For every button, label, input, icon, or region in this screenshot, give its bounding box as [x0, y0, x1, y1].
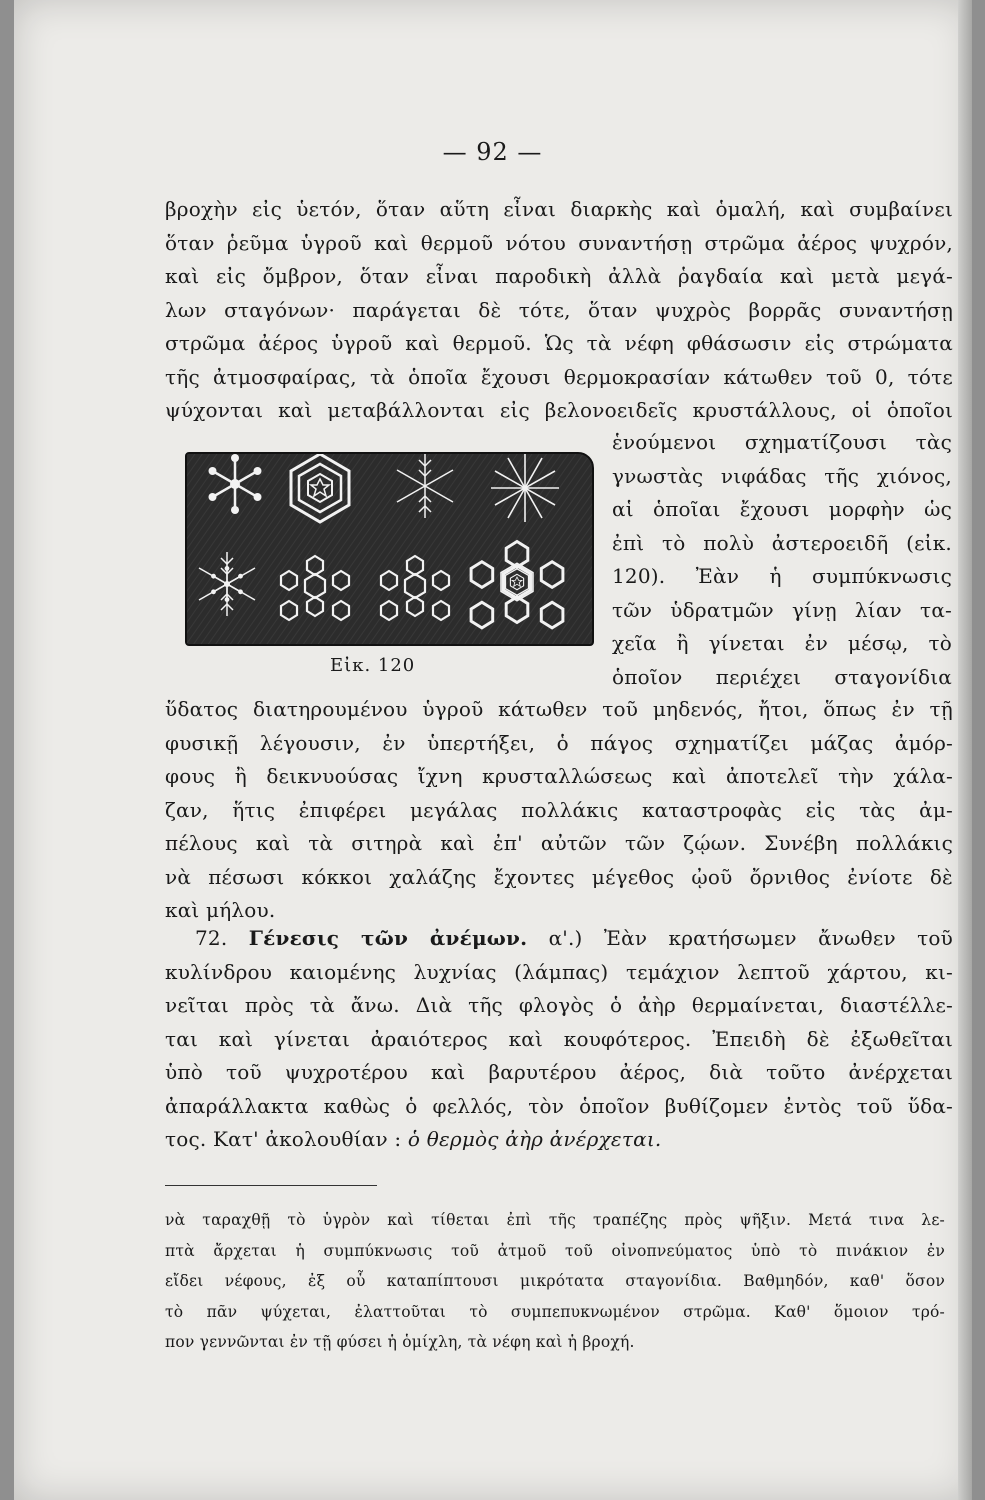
- figure-caption: Εἰκ. 120: [330, 655, 416, 676]
- page-number: — 92 —: [442, 138, 543, 166]
- footnote-line: εἴδει νέφους, ἐξ οὗ καταπίπτουσι μικρότατα σταγονίδια. Βαθμηδόν, καθ' ὅσον: [165, 1272, 945, 1291]
- text-line: νὰ πέσωσι κόκκοι χαλάζης ἔχοντες μέγεθος ᾠοῦ ὄρνιθος ἐνίοτε δὲ: [165, 864, 953, 889]
- text-line: φους ἢ δεικνυούσας ἴχνη κρυσταλλώσεως καὶ ἀποτελεῖ τὴν χάλα-: [165, 764, 953, 788]
- footnote-divider: [165, 1185, 377, 1186]
- footnote: [165, 1205, 945, 1358]
- text-line: τος. Κατ' ἀκολουθίαν :: [165, 1127, 402, 1151]
- text-line: πέλους καὶ τὰ σιτηρὰ καὶ ἐπ' αὐτῶν τῶν ζῴων. Συνέβη πολλάκις: [165, 831, 953, 855]
- text-line: καὶ μήλου.: [165, 898, 276, 922]
- paragraph-hail: [165, 693, 953, 928]
- footnote-line: νὰ ταραχθῇ τὸ ὑγρὸν καὶ τίθεται ἐπὶ τῆς τραπέζης πρὸς ψῆξιν. Μετά τινα λε-: [165, 1211, 945, 1229]
- snowflake-illustration: [187, 454, 592, 644]
- text-line: ψύχονται καὶ μεταβάλλονται εἰς βελονοειδεῖς κρυστάλλους, οἱ ὁποῖοι: [165, 398, 953, 422]
- text-line: κυλίνδρου καιομένης λυχνίας (λάμπας) τεμάχιον λεπτοῦ χάρτου, κι-: [165, 959, 953, 984]
- section-72: [165, 922, 953, 1157]
- text-line: λων σταγόνων· παράγεται δὲ τότε, ὅταν ψυχρὸς βορρᾶς συναντήσῃ: [165, 297, 953, 322]
- section-title: Γένεσις τῶν ἀνέμων.: [248, 926, 528, 950]
- text-line: καὶ εἰς ὄμβρον, ὅταν εἶναι παροδικὴ ἀλλὰ ῥαγδαία καὶ μετὰ μεγά-: [165, 264, 953, 288]
- text-line: φυσικῇ λέγουσιν, ἐν ὑπερτήξει, ὁ πάγος σχηματίζει μάζας ἀμόρ-: [165, 730, 953, 755]
- text-line: τῆς ἀτμοσφαίρας, τὰ ὁποῖα ἔχουσι θερμοκρασίαν κάτωθεν τοῦ 0, τότε: [165, 364, 953, 389]
- text-line: ὑπὸ τοῦ ψυχροτέρου καὶ βαρυτέρου ἀέρος, διὰ τοῦτο ἀνέρχεται: [165, 1060, 953, 1084]
- page-edge: [958, 0, 972, 1500]
- text-line: ἀπαράλλακτα καθὼς ὁ φελλός, τὸν ὁποῖον βυθίζομεν ἐντὸς τοῦ ὕδα-: [165, 1093, 953, 1118]
- conclusion-italic: ὁ θερμὸς ἀὴρ ἀνέρχεται.: [407, 1127, 662, 1151]
- text-line: ται καὶ γίνεται ἀραιότερος καὶ κουφότερος. Ἐπειδὴ δὲ ἐξωθεῖται: [165, 1026, 953, 1051]
- text-line: τῶν ὑδρατμῶν γίνῃ λίαν τα-: [612, 597, 952, 622]
- text-line: ὁποῖον περιέχει σταγονίδια: [612, 664, 952, 689]
- footnote-line: πτὰ ἄρχεται ἡ συμπύκνωσις τοῦ ἀτμοῦ τοῦ οἰνοπνεύματος ὑπὸ τὸ πινάκιον ἐν: [165, 1241, 945, 1260]
- paragraph-side: [612, 426, 952, 694]
- section-number: 72.: [195, 926, 228, 950]
- text-line: α'.) Ἐὰν κρατήσωμεν ἄνωθεν τοῦ: [548, 926, 953, 950]
- section-heading-line: [165, 922, 953, 956]
- paragraph-intro: [165, 193, 953, 428]
- text-line: νεῖται πρὸς τὰ ἄνω. Διὰ τῆς φλογὸς ὁ ἀὴρ θερμαίνεται, διαστέλλε-: [165, 993, 953, 1017]
- text-line: ἐπὶ τὸ πολὺ ἀστεροειδῆ (εἰκ.: [612, 530, 952, 555]
- text-line: αἱ ὁποῖαι ἔχουσι μορφὴν ὡς: [612, 497, 952, 521]
- text-line: 120). Ἐὰν ἡ συμπύκνωσις: [612, 564, 952, 588]
- text-line: ζαν, ἥτις ἐπιφέρει μεγάλας πολλάκις καταστροφὰς εἰς τὰς ἀμ-: [165, 797, 953, 822]
- text-line: ὅταν ῥεῦμα ὑγροῦ καὶ θερμοῦ νότου συναντήσῃ στρῶμα ἀέρος ψυχρόν,: [165, 230, 953, 255]
- footnote-line: πον γεννῶνται ἐν τῇ φύσει ἡ ὁμίχλη, τὰ νέφη καὶ ἡ βροχή.: [165, 1333, 635, 1352]
- section-last-line: [165, 1123, 953, 1157]
- text-line: ὕδατος διατηρουμένου ὑγροῦ κάτωθεν τοῦ μηδενός, ἤτοι, ὅπως ἐν τῇ: [165, 697, 953, 721]
- text-line: βροχὴν εἰς ὑετόν, ὅταν αὕτη εἶναι διαρκὴς καὶ ὁμαλή, καὶ συμβαίνει: [165, 197, 953, 221]
- text-line: χεῖα ἢ γίνεται ἐν μέσῳ, τὸ: [612, 631, 952, 655]
- text-line: γνωστὰς νιφάδας τῆς χιόνος,: [612, 463, 952, 488]
- text-line: ἑνούμενοι σχηματίζουσι τὰς: [612, 430, 952, 454]
- snowflake-figure: [185, 452, 594, 646]
- text-line: στρῶμα ἀέρος ὑγροῦ καὶ θερμοῦ. Ὡς τὰ νέφη φθάσωσιν εἰς στρώματα: [165, 331, 953, 355]
- footnote-line: τὸ πᾶν ψύχεται, ἐλαττοῦται τὸ συμπεπυκνωμένον στρῶμα. Καθ' ὅμοιον τρό-: [165, 1302, 945, 1321]
